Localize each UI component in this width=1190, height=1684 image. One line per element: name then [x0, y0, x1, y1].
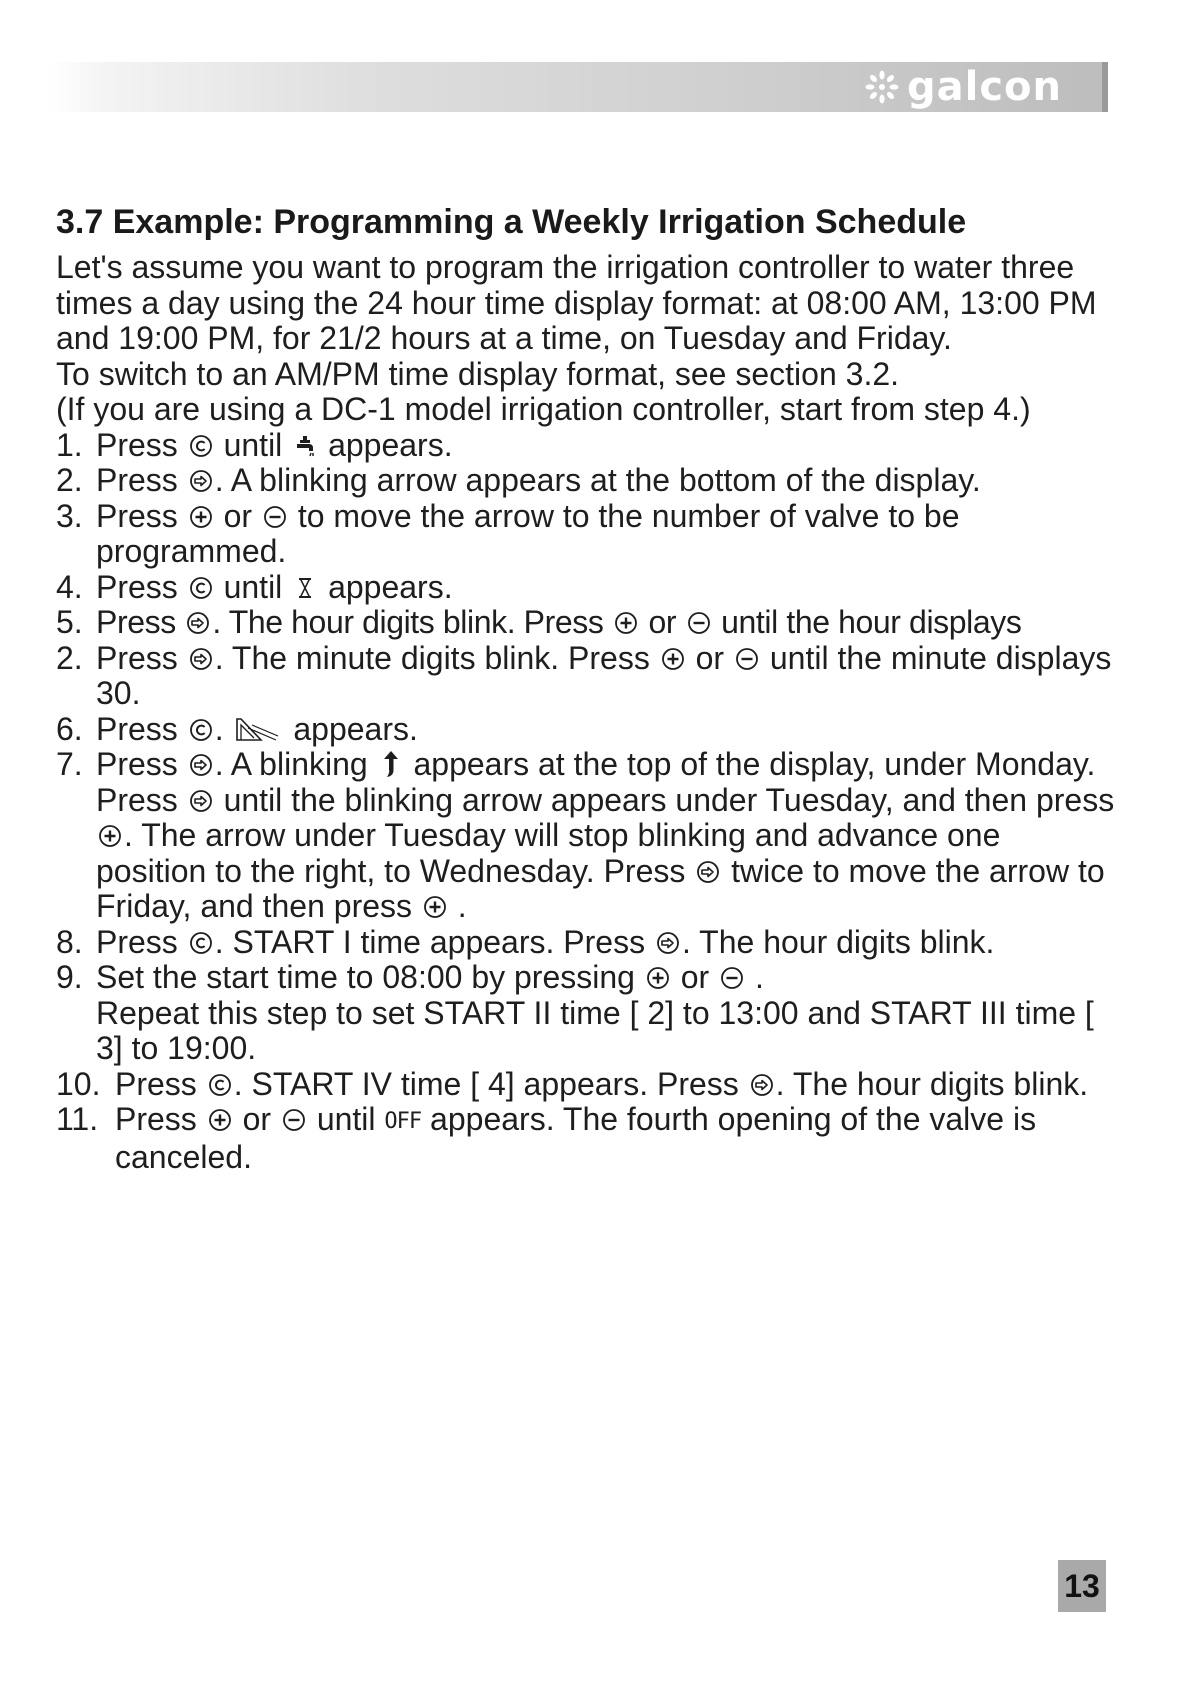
step-1 — [56, 428, 1116, 464]
section-title: 3.7 Example: Programming a Weekly Irrigation Schedule — [56, 203, 967, 241]
galcon-logo — [863, 66, 1062, 108]
step-text-part: appears. — [328, 568, 453, 605]
step-text-part: . — [214, 710, 224, 747]
step-number: 2. — [56, 639, 83, 676]
intro-paragraph: Let's assume you want to program the irrigation controller to water three times a day using the 24 hour time display format: at 08:00 AM, 13:00 PM and 19:00 PM, for 21/2 hours at a time, on Tuesday and Friday. — [56, 249, 1097, 356]
step-number: 5. — [56, 604, 83, 640]
step-number: 3. — [56, 497, 83, 534]
step-5 — [56, 605, 1116, 641]
step-text-part: Repeat this step to set START II time [ 2] to 13:00 and START III time [ 3] to 19:00. — [96, 994, 1094, 1066]
step-text — [96, 960, 1116, 1067]
minus-button-icon — [720, 966, 744, 990]
page-number: 13 — [1058, 1560, 1106, 1612]
next-button-icon — [189, 469, 213, 493]
step-5b — [56, 641, 1116, 712]
prog-button-icon — [189, 931, 213, 955]
step-number: 4. — [56, 568, 83, 605]
minus-button-icon — [282, 1108, 306, 1132]
step-text-part: until — [316, 1101, 376, 1137]
step-text-part: Press — [115, 1065, 197, 1102]
plus-button-icon — [423, 895, 447, 919]
step-text-part: . The arrow under Tuesday will stop blinking and advance one position to the right, to Wednesday. Press — [96, 817, 1001, 889]
weekly-days-icon — [234, 715, 282, 743]
step-text-part: Press — [96, 710, 178, 747]
header-endcap — [1102, 62, 1108, 112]
plus-button-icon — [661, 647, 685, 671]
step-text-part: or — [695, 639, 725, 676]
step-number: 10. — [56, 1065, 101, 1102]
step-text-part: or — [223, 497, 253, 534]
step-number: 9. — [56, 959, 83, 995]
plus-button-icon — [646, 966, 670, 990]
step-text-part: . A blinking — [214, 746, 368, 782]
step-3 — [56, 499, 1116, 570]
minus-button-icon — [735, 647, 759, 671]
step-text-part: appears. — [293, 710, 418, 747]
faucet-icon — [293, 434, 317, 458]
step-text-part: . — [754, 959, 764, 995]
step-text-part: appears. The fourth opening of the valve is canceled. — [115, 1101, 1037, 1175]
step-text-part: or — [648, 604, 677, 640]
step-text-part: . The minute digits blink. Press — [214, 639, 650, 676]
step-number: 6. — [56, 710, 83, 747]
step-text — [96, 605, 1116, 641]
step-4 — [56, 570, 1116, 606]
step-text — [115, 1067, 1116, 1103]
plus-button-icon — [189, 505, 213, 529]
step-text-part: until the hour displays — [721, 604, 1022, 640]
step-number: 1. — [56, 426, 83, 463]
step-text-part: Press — [96, 746, 178, 782]
step-11 — [56, 1102, 1116, 1175]
step-text-part: until the blinking arrow appears under Tuesday, and then press — [223, 781, 1115, 818]
step-text-part: appears at the top of the display, under Monday. Press — [96, 746, 1096, 818]
step-text-part: Press — [96, 426, 178, 463]
step-text — [96, 570, 1116, 606]
step-text-part: until — [223, 426, 283, 463]
main-content — [56, 202, 1116, 1175]
step-text — [96, 925, 1116, 961]
step-text-part: Press — [115, 1101, 197, 1137]
steps-list — [56, 428, 1116, 1176]
plus-button-icon — [614, 611, 638, 635]
step-9 — [56, 960, 1116, 1067]
step-text-part: Press — [96, 604, 176, 640]
header-bar — [48, 62, 1108, 112]
blinking-arrow-icon — [379, 750, 403, 778]
plus-button-icon — [98, 824, 122, 848]
step-text-part: Press — [96, 568, 178, 605]
step-text-part: . A blinking arrow appears at the bottom of the display. — [214, 462, 981, 498]
prog-button-icon — [208, 1073, 232, 1097]
step-8 — [56, 925, 1116, 961]
next-button-icon — [750, 1073, 774, 1097]
step-2 — [56, 463, 1116, 499]
next-button-icon — [189, 789, 213, 813]
step-text-part: . — [457, 888, 467, 924]
step-text — [96, 712, 1116, 748]
step-text — [96, 499, 1116, 570]
step-text — [96, 747, 1116, 925]
step-text-part: . The hour digits blink. — [775, 1065, 1089, 1102]
step-text — [115, 1102, 1116, 1175]
step-text — [96, 463, 1116, 499]
next-button-icon — [186, 611, 210, 635]
next-button-icon — [696, 860, 720, 884]
next-button-icon — [189, 753, 213, 777]
step-text-part: Press — [96, 497, 178, 534]
step-text-part: . START IV time [ 4] appears. Press — [233, 1065, 739, 1102]
step-text-part: . The hour digits blink. — [681, 923, 995, 960]
galcon-logo-icon — [863, 68, 901, 106]
step-text-part: Press — [96, 923, 178, 960]
step-text-part: to move the arrow to the number of valve to be programmed. — [96, 497, 960, 569]
step-text-part: Press — [96, 462, 178, 498]
step-text-part: Press — [96, 639, 178, 676]
step-number: 2. — [56, 462, 83, 498]
minus-button-icon — [263, 505, 287, 529]
intro-note-ampm: To switch to an AM/PM time display format, see section 3.2. — [56, 355, 900, 392]
step-number: 8. — [56, 923, 83, 960]
step-number: 11. — [56, 1101, 99, 1137]
step-text — [96, 428, 1116, 464]
prog-button-icon — [189, 718, 213, 742]
step-text-part: until the minute displays 30. — [96, 639, 1112, 711]
step-6 — [56, 712, 1116, 748]
hourglass-icon — [293, 576, 317, 600]
step-text-part: . The hour digits blink. Press — [212, 604, 604, 640]
step-text-part: . START I time appears. Press — [214, 923, 646, 960]
prog-button-icon — [189, 434, 213, 458]
step-text-part: twice to move the arrow to Friday, and then press — [96, 852, 1105, 924]
step-text-part: or — [680, 959, 710, 995]
next-button-icon — [656, 931, 680, 955]
plus-button-icon — [208, 1108, 232, 1132]
step-text-part: appears. — [328, 426, 453, 463]
step-7 — [56, 747, 1116, 925]
step-text — [96, 641, 1116, 712]
prog-button-icon — [189, 576, 213, 600]
next-button-icon — [189, 647, 213, 671]
step-text-part: Set the start time to 08:00 by pressing — [96, 959, 635, 995]
step-text-part: until — [223, 568, 283, 605]
step-text-part: or — [242, 1101, 272, 1137]
step-10 — [56, 1067, 1116, 1103]
step-number: 7. — [56, 746, 83, 782]
intro-note-dc1: (If you are using a DC-1 model irrigation controller, start from step 4.) — [56, 391, 1031, 427]
minus-button-icon — [687, 611, 711, 635]
brand-name: galcon — [906, 64, 1062, 110]
off-display-glyph: OFF — [384, 1109, 422, 1134]
